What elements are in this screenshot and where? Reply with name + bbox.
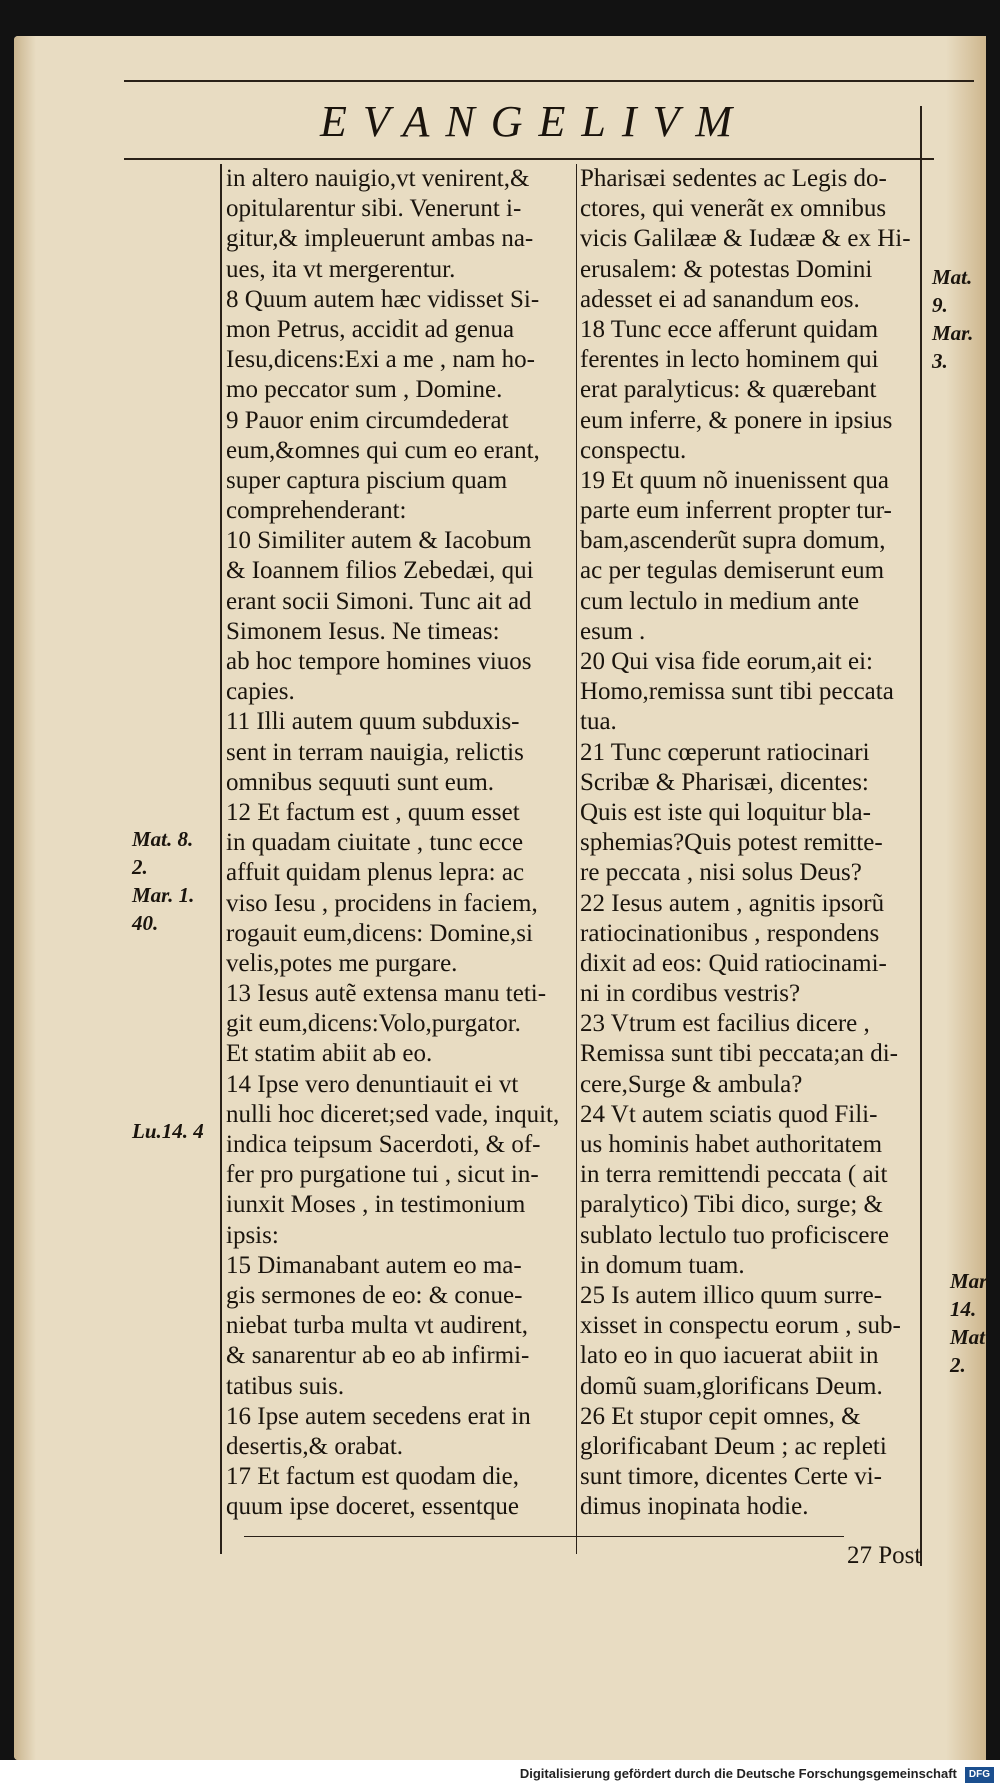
right-margin-note: Mar. xyxy=(932,321,974,345)
text-line: mon Petrus, accidit ad genua xyxy=(226,315,515,343)
text-line: cum lectulo in medium ante xyxy=(580,587,860,615)
text-line: erant socii Simoni. Tunc ait ad xyxy=(226,587,532,615)
text-line: esum . xyxy=(580,617,646,645)
header-rule-top xyxy=(124,80,974,82)
text-line: ratiocinationibus , respondens xyxy=(580,919,880,947)
text-line: 24 Vt autem sciatis quod Fili- xyxy=(580,1100,878,1128)
text-line: nulli hoc diceret;sed vade, inquit, xyxy=(226,1100,560,1128)
text-line: iunxit Moses , in testimonium xyxy=(226,1191,526,1219)
text-line: rogauit eum,dicens: Domine,si xyxy=(226,919,533,947)
text-line: 8 Quum autem hæc vidisset Si- xyxy=(226,285,540,313)
text-line: paralytico) Tibi dico, surge; & xyxy=(580,1191,883,1219)
text-line: git eum,dicens:Volo,purgator. xyxy=(226,1010,521,1038)
right-margin-note: 2. xyxy=(950,1353,966,1377)
text-line: tatibus suis. xyxy=(226,1372,345,1400)
left-margin-note: Mat. 8. xyxy=(132,827,194,851)
text-line: adesset ei ad sanandum eos. xyxy=(580,285,860,313)
text-line: dixit ad eos: Quid ratiocinami- xyxy=(580,949,887,977)
text-line: ctores, qui venerãt ex omnibus xyxy=(580,195,887,223)
book-page xyxy=(14,36,986,1760)
text-line: 17 Et factum est quodam die, xyxy=(226,1463,519,1491)
text-line: niebat turba multa vt audirent, xyxy=(226,1312,528,1340)
left-column-rule xyxy=(220,164,222,1554)
footer-rule xyxy=(244,1536,844,1537)
text-line: indica teipsum Sacerdoti, & of- xyxy=(226,1131,541,1158)
text-line: in domum tuam. xyxy=(580,1251,745,1279)
text-line: lato eo in quo iacuerat abiit in xyxy=(580,1342,879,1370)
digitization-note: Digitalisierung gefördert durch die Deutsche Forschungsgemeinschaft xyxy=(519,1766,957,1781)
text-line: viso Iesu , procidens in faciem, xyxy=(226,889,538,917)
text-line: bam,ascenderũt supra domum, xyxy=(580,527,886,555)
text-line: Simonem Iesus. Ne timeas: xyxy=(226,617,500,645)
right-margin-note: 9. xyxy=(932,293,948,317)
text-line: Quis est iste qui loquitur bla- xyxy=(580,798,871,826)
text-line: sunt timore, dicentes Certe vi- xyxy=(580,1463,883,1491)
text-line: ferentes in lecto hominem qui xyxy=(580,346,879,374)
text-line: velis,potes me purgare. xyxy=(226,949,458,977)
text-line: super captura piscium quam xyxy=(226,466,508,494)
text-line: in altero nauigio,vt venirent,& xyxy=(226,165,530,192)
digitization-footer xyxy=(0,1760,1000,1787)
text-line: dimus inopinata hodie. xyxy=(580,1493,809,1521)
text-line: re peccata , nisi solus Deus? xyxy=(580,859,862,887)
text-line: sphemias?Quis potest remitte- xyxy=(580,829,883,857)
text-line: 9 Pauor enim circumdederat xyxy=(226,406,509,434)
text-line: Remissa sunt tibi peccata;an di- xyxy=(580,1040,898,1068)
text-line: 15 Dimanabant autem eo ma- xyxy=(226,1251,522,1279)
text-line: 19 Et quum nõ inuenissent qua xyxy=(580,466,889,494)
text-line: parte eum inferrent propter tur- xyxy=(580,497,892,525)
text-line: ab hoc tempore homines viuos xyxy=(226,648,532,675)
left-text-column xyxy=(226,164,581,1522)
text-line: sent in terram nauigia, relictis xyxy=(226,738,524,766)
page-title: EVANGELIVM xyxy=(319,97,749,146)
text-line: eum inferre, & ponere in ipsius xyxy=(580,406,893,434)
text-line: cere,Surge & ambula? xyxy=(580,1070,803,1098)
text-line: 11 Illi autem quum subduxis- xyxy=(226,708,520,736)
text-line: quum ipse doceret, essentque xyxy=(226,1493,519,1521)
text-line: desertis,& orabat. xyxy=(226,1432,404,1460)
text-line: xisset in conspectu eorum , sub- xyxy=(580,1312,901,1340)
text-line: Iesu,dicens:Exi a me , nam ho- xyxy=(226,346,535,374)
text-line: 23 Vtrum est facilius dicere , xyxy=(580,1010,870,1038)
text-line: omnibus sequuti sunt eum. xyxy=(226,768,495,796)
text-line: 13 Iesus autẽ extensa manu teti- xyxy=(226,980,547,1008)
text-line: conspectu. xyxy=(580,436,687,464)
right-text-column xyxy=(580,164,940,1522)
left-margin-note: 40. xyxy=(132,911,159,935)
text-line: 20 Qui visa fide eorum,ait ei: xyxy=(580,648,873,675)
left-margin-note: Lu.14. 4 xyxy=(132,1119,204,1143)
text-line: 14 Ipse vero denuntiauit ei vt xyxy=(226,1070,519,1098)
text-line: 26 Et stupor cepit omnes, & xyxy=(580,1402,861,1430)
page-edge-strip xyxy=(946,36,986,1760)
text-line: Pharisæi sedentes ac Legis do- xyxy=(580,165,887,192)
left-margin-note: Mar. 1. xyxy=(132,883,195,907)
text-line: fer pro purgatione tui , sicut in- xyxy=(226,1161,539,1189)
right-margin-note: Mat xyxy=(950,1325,986,1349)
page-gutter-shadow xyxy=(14,36,36,1760)
text-line: 16 Ipse autem secedens erat in xyxy=(226,1402,531,1430)
text-line: gis sermones de eo: & conue- xyxy=(226,1281,523,1309)
text-line: capies. xyxy=(226,678,295,706)
text-line: Scribæ & Pharisæi, dicentes: xyxy=(580,768,869,796)
text-line: affuit quidam plenus lepra: ac xyxy=(226,859,525,887)
text-line: & Ioannem filios Zebedæi, qui xyxy=(226,557,534,585)
text-line: gitur,& impleuerunt ambas na- xyxy=(226,225,534,253)
text-line: tua. xyxy=(580,708,617,736)
header-rule-bottom xyxy=(124,158,934,160)
text-line: 10 Similiter autem & Iacobum xyxy=(226,527,532,555)
right-margin-note: Mar xyxy=(950,1269,988,1293)
text-line: 22 Iesus autem , agnitis ipsorũ xyxy=(580,889,885,917)
text-line: Et statim abiit ab eo. xyxy=(226,1040,433,1068)
text-line: mo peccator sum , Domine. xyxy=(226,376,503,404)
left-margin-note: 2. xyxy=(132,855,148,879)
text-line: 21 Tunc cœperunt ratiocinari xyxy=(580,738,870,766)
text-line: sublato lectulo tuo proficiscere xyxy=(580,1221,889,1249)
text-line: erat paralyticus: & quærebant xyxy=(580,376,877,404)
text-line: us hominis habet authoritatem xyxy=(580,1131,883,1158)
text-line: ipsis: xyxy=(226,1221,279,1249)
right-margin-note: 14. xyxy=(950,1297,977,1321)
text-line: 25 Is autem illico quum surre- xyxy=(580,1281,883,1309)
catchword: 27 Post xyxy=(847,1542,922,1569)
text-line: opitularentur sibi. Venerunt i- xyxy=(226,195,522,223)
text-line: vicis Galilææ & Iudææ & ex Hi- xyxy=(580,225,911,253)
right-margin-note: 3. xyxy=(932,349,948,373)
text-line: ues, ita vt mergerentur. xyxy=(226,255,456,283)
text-line: ac per tegulas demiserunt eum xyxy=(580,557,885,585)
text-line: in quadam ciuitate , tunc ecce xyxy=(226,829,524,857)
text-line: glorificabant Deum ; ac repleti xyxy=(580,1432,887,1460)
text-line: ni in cordibus vestris? xyxy=(580,980,801,1008)
dfg-logo: DFG xyxy=(965,1767,994,1783)
text-line: erusalem: & potestas Domini xyxy=(580,255,873,283)
text-line: in terra remittendi peccata ( ait xyxy=(580,1161,888,1189)
text-line: eum,&omnes qui cum eo erant, xyxy=(226,436,540,464)
text-line: 12 Et factum est , quum esset xyxy=(226,798,520,826)
right-margin-note: Mat. xyxy=(932,265,973,289)
text-line: domũ suam,glorificans Deum. xyxy=(580,1372,883,1400)
text-line: Homo,remissa sunt tibi peccata xyxy=(580,678,894,706)
text-line: 18 Tunc ecce afferunt quidam xyxy=(580,315,879,343)
text-line: & sanarentur ab eo ab infirmi- xyxy=(226,1342,530,1370)
text-line: comprehenderant: xyxy=(226,497,407,525)
